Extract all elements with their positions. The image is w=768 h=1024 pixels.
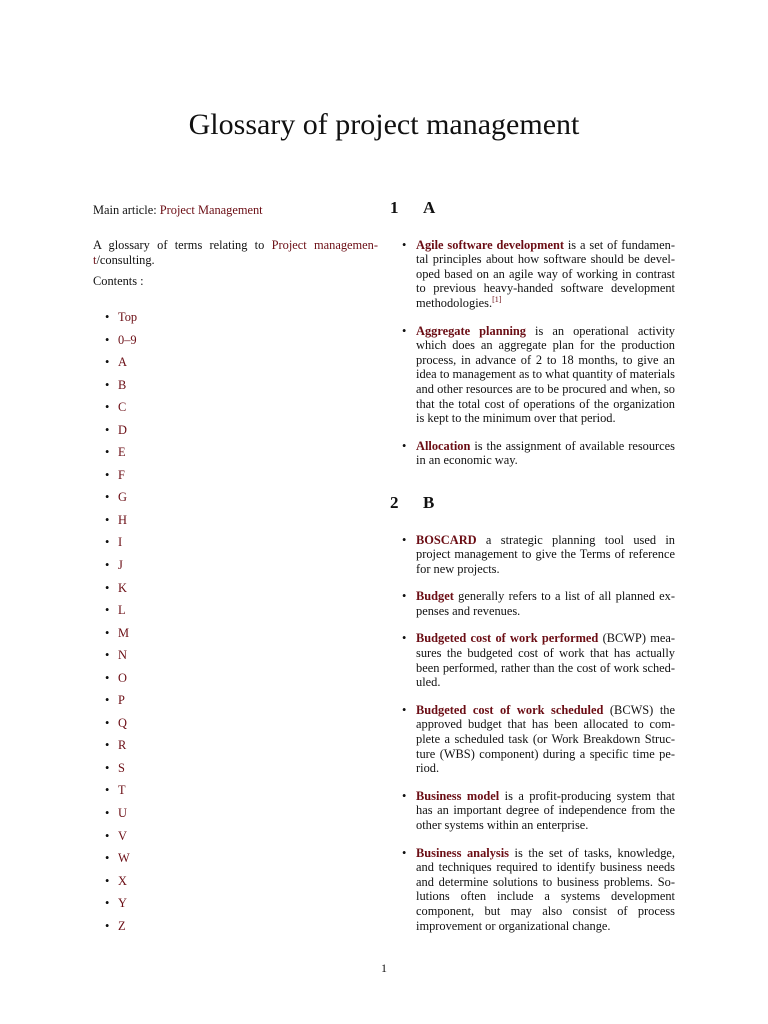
toc-item: [105, 445, 378, 468]
toc-item: [105, 423, 378, 446]
toc-item: [105, 513, 378, 536]
glossary-definition: generally refers to a list of all planned expenses and revenues.: [416, 589, 675, 618]
toc-item: [105, 829, 378, 852]
toc-link[interactable]: W: [118, 851, 130, 866]
toc-link[interactable]: R: [118, 738, 127, 753]
glossary-term-link[interactable]: Budget: [416, 589, 454, 604]
toc-item: [105, 535, 378, 558]
main-article-prefix: Main article:: [93, 203, 160, 217]
section-number: 1: [390, 198, 399, 217]
glossary-entry: [390, 589, 675, 618]
glossary-definition: (BCWP) measures the budgeted cost of work that has actually been performed, rather than the cost of work scheduled.: [416, 631, 675, 690]
toc-item: [105, 896, 378, 919]
toc-item: [105, 806, 378, 829]
toc-link[interactable]: G: [118, 490, 127, 505]
toc-item: [105, 310, 378, 333]
toc-item: [105, 490, 378, 513]
toc-link[interactable]: I: [118, 535, 123, 550]
toc-link[interactable]: V: [118, 828, 127, 843]
toc-item: [105, 603, 378, 626]
main-article-note: [93, 203, 378, 218]
intro-link-tail: t: [93, 253, 97, 267]
glossary-definition: (BCWS) the approved budget that has been allocated to complete a scheduled task (or Work Breakdown Structure (WBS) component) during a specific time period.: [416, 702, 675, 776]
glossary-term-link[interactable]: Budgeted cost of work performed: [416, 631, 599, 646]
toc-link[interactable]: C: [118, 400, 127, 415]
glossary-section: [390, 198, 675, 468]
toc-item: [105, 648, 378, 671]
section-letter: B: [423, 492, 435, 512]
toc-link[interactable]: S: [118, 760, 125, 775]
intro-link-text: Project managemen: [271, 238, 378, 252]
glossary-section: [390, 492, 676, 933]
toc-link[interactable]: L: [118, 603, 126, 618]
toc-link[interactable]: X: [118, 873, 127, 888]
glossary-definition: is a profit-producing system that has an important degree of independence from the other systems within an enterprise.: [416, 788, 675, 832]
toc-link[interactable]: O: [118, 670, 127, 685]
section-heading: [390, 198, 675, 217]
toc-link[interactable]: Q: [118, 715, 127, 730]
toc-link[interactable]: B: [118, 377, 127, 392]
section-number: 2: [390, 492, 399, 512]
table-of-contents: [93, 310, 378, 941]
toc-link[interactable]: K: [118, 580, 127, 595]
toc-item: [105, 761, 378, 784]
toc-link[interactable]: M: [118, 625, 130, 640]
section-letter: A: [423, 198, 436, 217]
toc-item: [105, 716, 378, 739]
toc-link[interactable]: P: [118, 693, 125, 708]
toc-item: [105, 851, 378, 874]
glossary-term-link[interactable]: Agile software development: [416, 237, 564, 252]
glossary-entry: [390, 533, 675, 577]
toc-link[interactable]: N: [118, 648, 127, 663]
toc-link[interactable]: E: [118, 445, 126, 460]
glossary-definition: a strategic planning tool used in project management to give the Terms of reference for new projects.: [416, 532, 675, 576]
toc-link[interactable]: U: [118, 806, 127, 821]
glossary-term-link[interactable]: Budgeted cost of work scheduled: [416, 702, 604, 717]
toc-item: [105, 378, 378, 401]
toc-item: [105, 783, 378, 806]
toc-link[interactable]: H: [118, 512, 127, 527]
glossary-entry: [390, 439, 675, 468]
intro-paragraph: [93, 238, 378, 268]
toc-item: [105, 468, 378, 491]
toc-item: [105, 355, 378, 378]
glossary-entry: [390, 324, 675, 426]
toc-item: [105, 671, 378, 694]
glossary-definition: is a set of fundamental principles about how software should be developed based on an agile way of working in contrast to previous heavy-handed software development methodologies.: [416, 237, 675, 310]
glossary-entry: [390, 846, 675, 934]
toc-link[interactable]: T: [118, 783, 126, 798]
page-title: Glossary of project management: [188, 108, 580, 141]
toc-item: [105, 693, 378, 716]
right-column: [390, 198, 676, 946]
glossary-entry: [390, 631, 675, 689]
toc-item: [105, 626, 378, 649]
glossary-entry: [390, 789, 675, 833]
toc-item: [105, 738, 378, 761]
reference-link[interactable]: [1]: [492, 294, 502, 304]
toc-link[interactable]: Y: [118, 896, 127, 911]
toc-item: [105, 919, 378, 942]
intro-suffix: /consulting.: [96, 253, 155, 267]
toc-link[interactable]: Z: [118, 918, 126, 933]
glossary-term-link[interactable]: Aggregate planning: [416, 323, 527, 338]
glossary-term-link[interactable]: Business analysis: [416, 845, 509, 860]
contents-label: Contents :: [93, 274, 144, 288]
toc-link[interactable]: Top: [118, 310, 138, 324]
glossary-definition: is an operational activity which does an aggregate plan for the production process, in advance of 2 to 18 months, to give an idea to management as to what quantity of materials and other resources are to be procured and when, so that the total cost of operations of the organization is kept to the minimum over that period.: [416, 323, 675, 426]
glossary-definition: is the assignment of available resources in an economic way.: [416, 438, 675, 468]
main-article-link[interactable]: Project Management: [159, 203, 263, 217]
glossary-term-link[interactable]: Business model: [416, 788, 500, 803]
toc-item: [105, 400, 378, 423]
section-heading: [390, 492, 675, 512]
toc-item: [105, 874, 378, 897]
glossary-definition: is the set of tasks, knowledge, and techniques required to identify business needs and determine solutions to business problems. Solutions often include a systems development component, but may also consist of process improvement or organizational change.: [416, 845, 676, 933]
left-column: [93, 203, 378, 941]
toc-link[interactable]: A: [118, 355, 127, 370]
toc-link[interactable]: F: [118, 467, 125, 482]
glossary-entry: [390, 703, 675, 776]
toc-item: [105, 558, 378, 581]
toc-item: [105, 333, 378, 356]
page-number: 1: [381, 961, 387, 975]
toc-link[interactable]: 0–9: [118, 332, 137, 347]
glossary-list: [390, 533, 675, 934]
toc-link[interactable]: J: [118, 558, 123, 573]
glossary-term-link[interactable]: BOSCARD: [416, 532, 477, 547]
toc-item: [105, 581, 378, 604]
toc-link[interactable]: D: [118, 422, 127, 437]
glossary-term-link[interactable]: Allocation: [416, 438, 471, 453]
glossary-entry: [390, 238, 675, 311]
glossary-list: [390, 238, 675, 468]
intro-prefix: A glossary of terms relating to: [93, 238, 272, 252]
